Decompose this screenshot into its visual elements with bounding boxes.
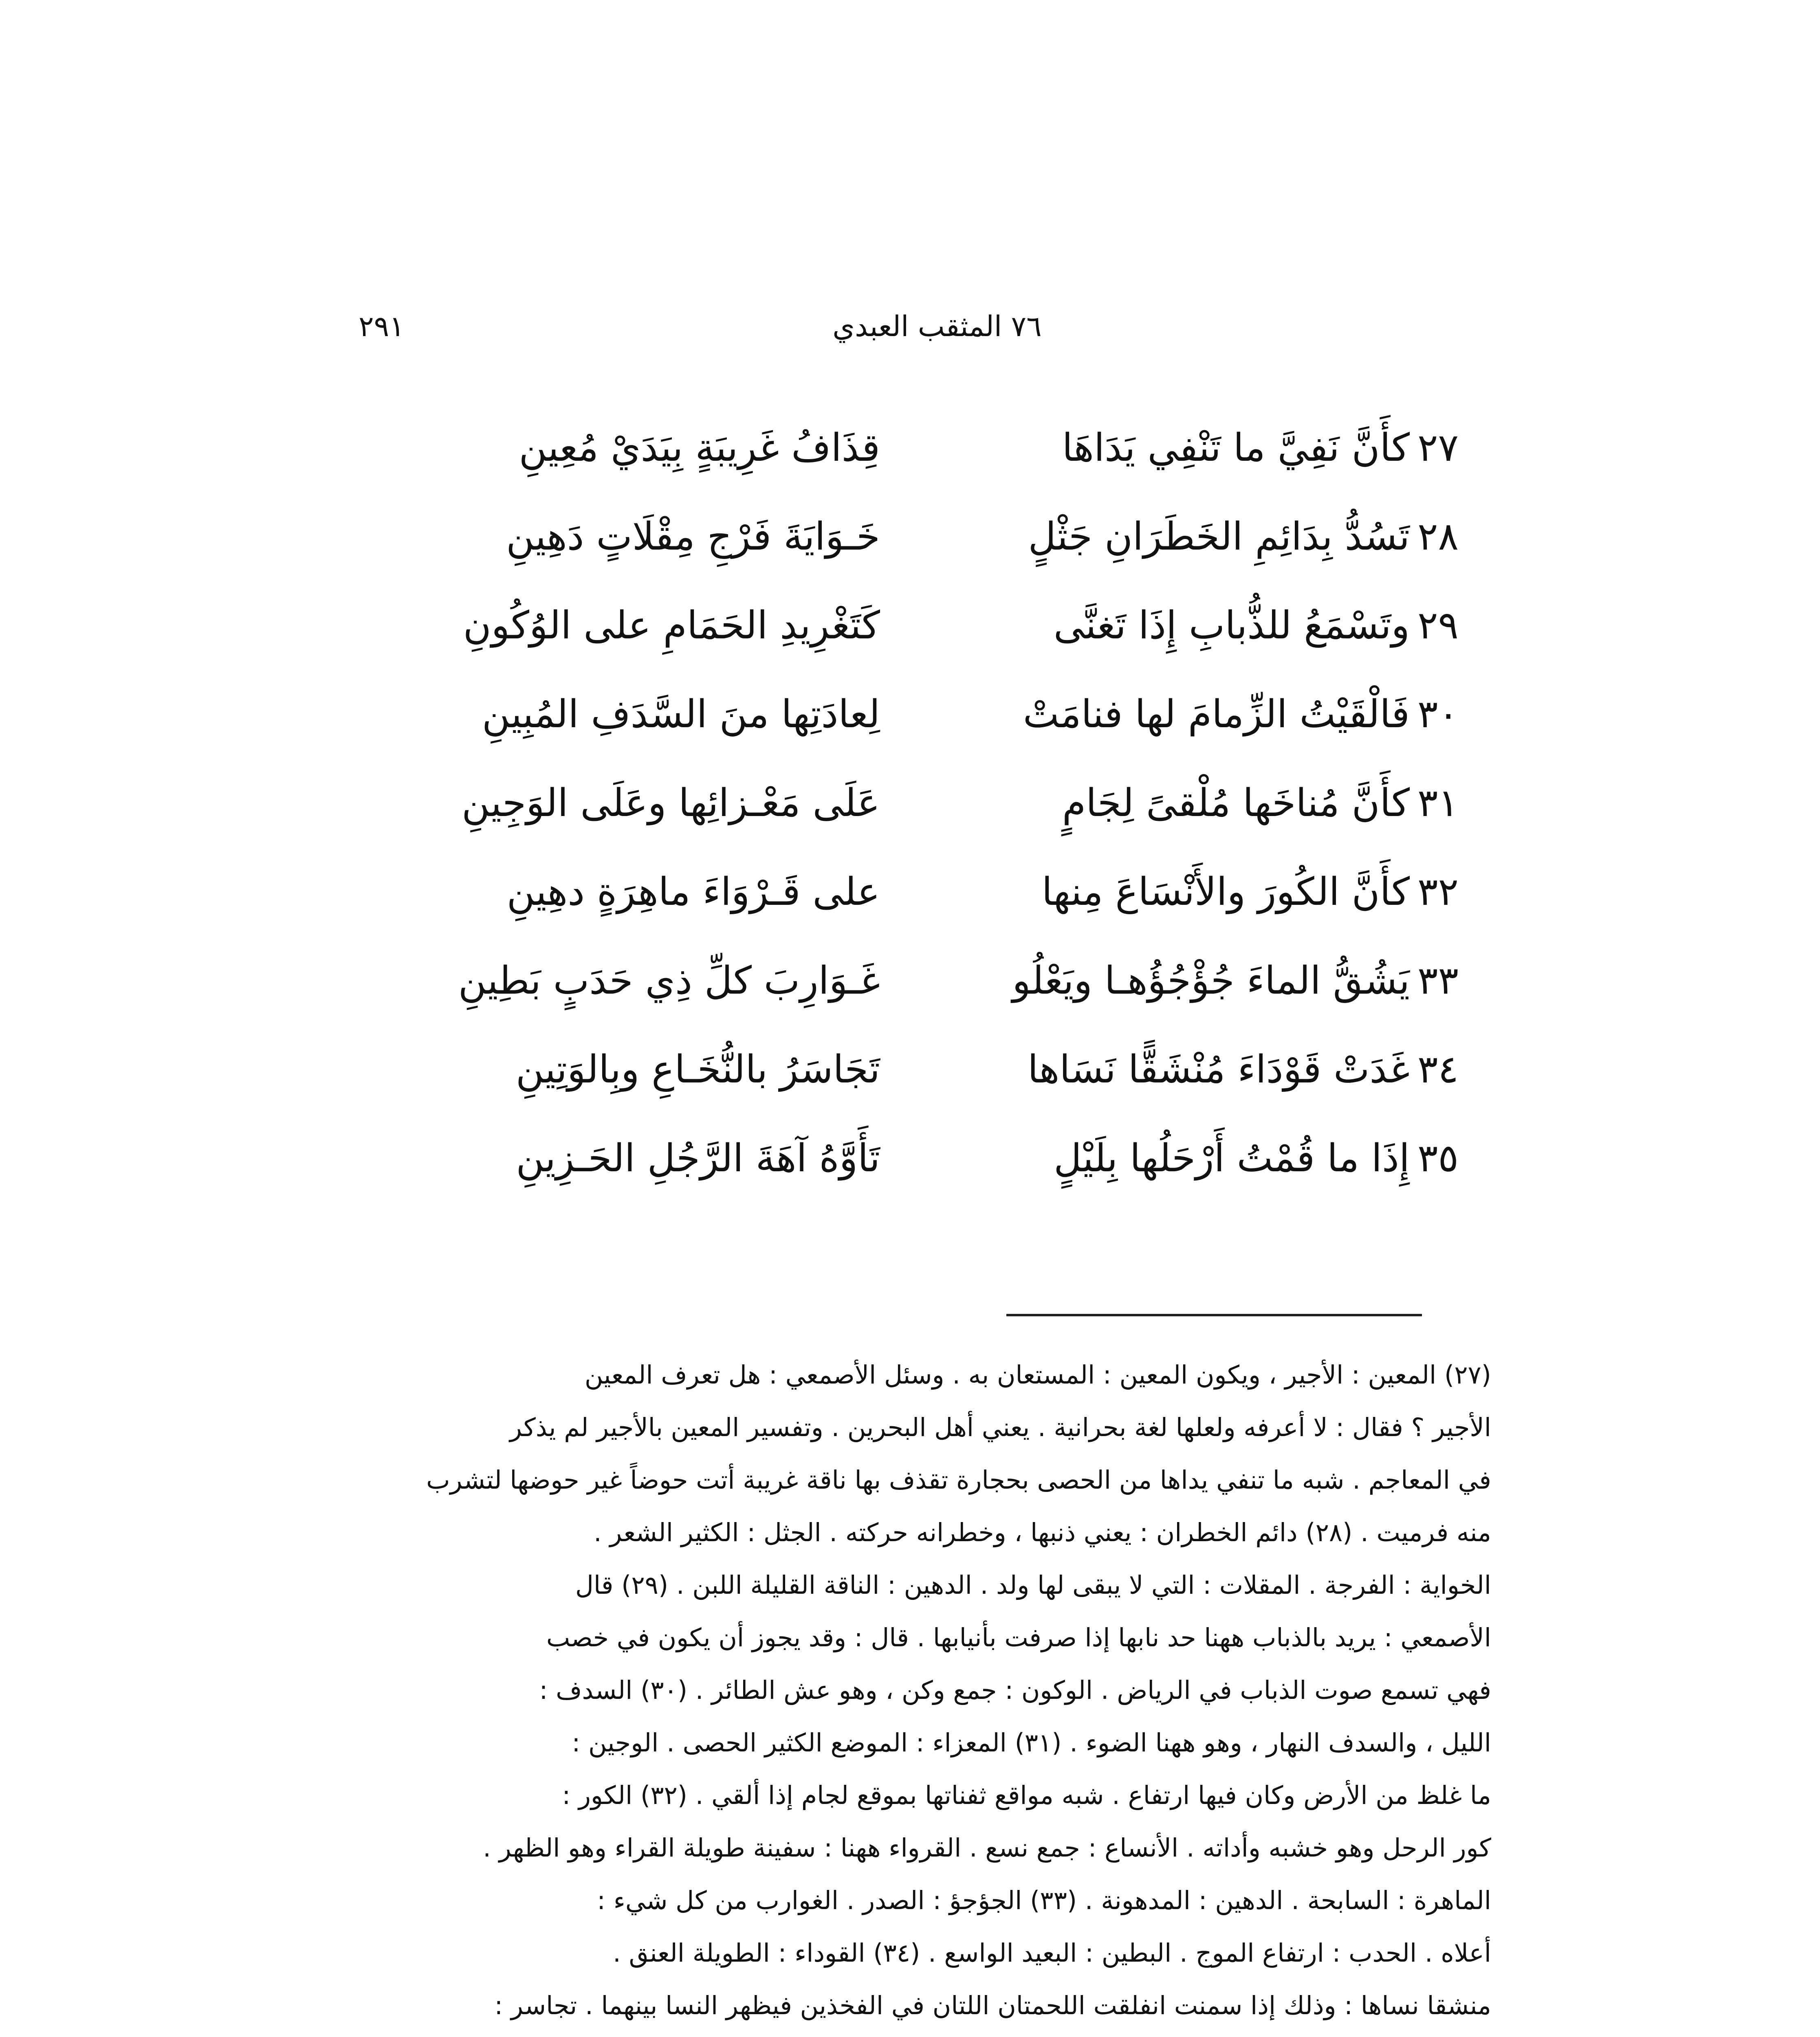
- verse-27: [363, 403, 1459, 492]
- footnote-line: (٢٧) المعين : الأجير ، ويكون المعين : المستعان به . وسئل الأصمعي : هل تعرف المعين: [584, 1360, 1491, 1390]
- verse-35: [363, 1114, 1459, 1203]
- verse-first-hemistich: كأَنَّ الكُورَ والأَنْسَاعَ مِنها: [1041, 869, 1410, 914]
- verse-first-hemistich: كأَنَّ نَفِيَّ ما تَنْفِي يَدَاهَا: [1062, 425, 1410, 470]
- verse-28: [363, 492, 1459, 581]
- verse-second-hemistich: خَـوَايَةَ فَرْجِ مِقْلَاتٍ دَهِينِ: [506, 514, 880, 559]
- verse-number: ٣٥: [1417, 1136, 1459, 1181]
- footnote-line: [314, 2032, 1491, 2037]
- verse-first-hemistich: وتَسْمَعُ للذُّبابِ إِذَا تَغنَّى: [1053, 603, 1410, 648]
- verse-number: ٣٣: [1417, 958, 1459, 1003]
- verse-second-hemistich: قِذَافُ غَرِيبَةٍ بِيَدَيْ مُعِينِ: [519, 425, 880, 470]
- footnote-line: منه فرميت . (٢٨) دائم الخطران : يعني ذنبها ، وخطرانه حركته . الجثل : الكثير الشعر .: [593, 1518, 1491, 1547]
- verse-second-hemistich: تَأَوَّهُ آهَةَ الرَّجُلِ الحَـزِينِ: [516, 1136, 880, 1181]
- footnote-line: أعلاه . الحدب : ارتفاع الموج . البطين : البعيد الواسع . (٣٤) القوداء : الطويلة العنق .: [613, 1938, 1491, 1968]
- verse-second-hemistich: كَتَغْرِيدِ الحَمَامِ على الوُكُونِ: [463, 603, 880, 648]
- verse-second-hemistich: غَـوَارِبَ كلِّ ذِي حَدَبٍ بَطِينِ: [458, 958, 880, 1003]
- footnote-line: الأصمعي : يريد بالذباب ههنا حد نابها إذا صرفت بأنيابها . قال : وقد يجوز أن يكون في خصب: [546, 1623, 1491, 1652]
- verse-34: [363, 1025, 1459, 1114]
- verse-number: ٢٨: [1417, 514, 1459, 559]
- verse-33: [363, 936, 1459, 1025]
- verse-31: [363, 759, 1459, 847]
- verse-number: ٢٩: [1417, 603, 1459, 648]
- verse-first-hemistich: إِذَا ما قُمْتُ أَرْحَلُها بِلَيْلٍ: [1054, 1136, 1410, 1181]
- footnote-line: الماهرة : السابحة . الدهين : المدهونة . (٣٣) الجؤجؤ : الصدر . الغوارب من كل شيء :: [597, 1885, 1491, 1915]
- verse-29: [363, 581, 1459, 670]
- page-number: ٢٩١: [359, 310, 405, 343]
- verse-second-hemistich: عَلَى مَعْـزائِها وعَلَى الوَجِينِ: [462, 781, 880, 825]
- footnote-line: فهي تسمع صوت الذباب في الرياض . الوكون : جمع وكن ، وهو عش الطائر . (٣٠) السدف :: [539, 1675, 1491, 1705]
- verse-number: ٣١: [1417, 781, 1459, 825]
- verse-first-hemistich: فَالْقَيْتُ الزِّمامَ لها فنامَتْ: [1023, 692, 1410, 737]
- running-title: ٧٦ المثقب العبدي: [832, 310, 1042, 343]
- verse-second-hemistich: تَجَاسَرُ بالنُّخَـاعِ وبِالوَتِينِ: [515, 1047, 880, 1092]
- footnote-line: الأجير ؟ فقال : لا أعرفه ولعلها لغة بحرانية . يعني أهل البحرين . وتفسير المعين بالأجير لم يذكر: [509, 1412, 1491, 1442]
- verse-number: ٣٠: [1417, 692, 1459, 737]
- footnote-line: الخواية : الفرجة . المقلات : التي لا يبقى لها ولد . الدهين : الناقة القليلة اللبن . (٢٩) قال: [575, 1570, 1491, 1600]
- poem: [363, 403, 1459, 1203]
- footnote-line: ما غلظ من الأرض وكان فيها ارتفاع . شبه مواقع ثفناتها بموقع لجام إذا ألقي . (٣٢) الكور :: [562, 1780, 1491, 1810]
- verse-second-hemistich: لِعادَتِها منَ السَّدَفِ المُبِينِ: [482, 692, 880, 737]
- footnote-line: منشقا نساها : وذلك إذا سمنت انفلقت اللحمتان اللتان في الفخذين فيظهر النسا بينهما . تجاسر :: [494, 1991, 1491, 2020]
- verse-first-hemistich: غَدَتْ قَوْدَاءَ مُنْشَقًّا نَسَاها: [1028, 1047, 1410, 1092]
- verse-first-hemistich: كأَنَّ مُناخَها مُلْقىً لِجَامٍ: [1062, 781, 1410, 825]
- verse-number: ٢٧: [1417, 425, 1459, 470]
- footnote-line: كور الرحل وهو خشبه وأداته . الأنساع : جمع نسع . القرواء ههنا : سفينة طويلة القراء وهو الظهر .: [483, 1833, 1491, 1863]
- footnote-line: الليل ، والسدف النهار ، وهو ههنا الضوء . (٣١) المعزاء : الموضع الكثير الحصى . الوجين :: [572, 1728, 1491, 1758]
- verse-first-hemistich: يَشُقُّ الماءَ جُؤْجُؤُهـا ويَعْلُو: [1012, 958, 1410, 1003]
- verse-number: ٣٢: [1417, 869, 1459, 914]
- footnotes: [314, 1348, 1491, 2037]
- footnote-line: في المعاجم . شبه ما تنفي يداها من الحصى بحجارة تقذف بها ناقة غريبة أتت حوضاً غير حوضها لتشرب: [426, 1465, 1491, 1495]
- footnote-divider: [1006, 1314, 1422, 1316]
- verse-number: ٣٤: [1417, 1047, 1459, 1092]
- verse-first-hemistich: تَسُدُّ بِدَائِمِ الخَطَرَانِ جَثْلٍ: [1028, 514, 1410, 559]
- verse-32: [363, 847, 1459, 936]
- verse-second-hemistich: على قَـرْوَاءَ ماهِرَةٍ دهِينِ: [506, 869, 880, 914]
- verse-30: [363, 670, 1459, 759]
